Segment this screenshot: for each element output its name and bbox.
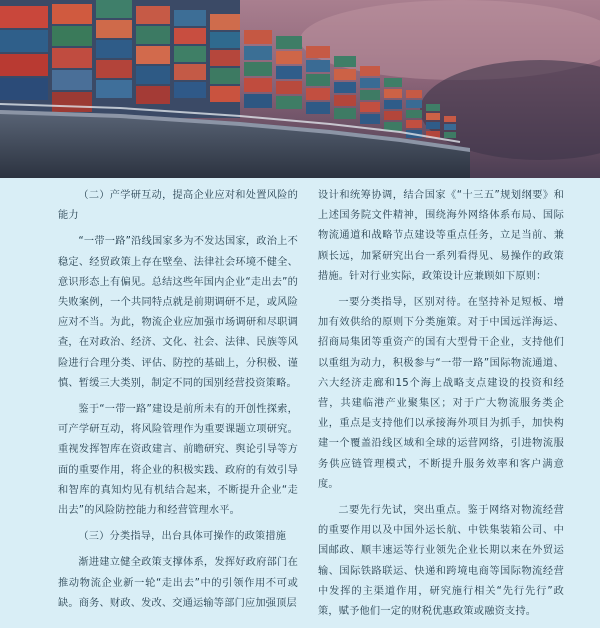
right-text-column (318, 186, 564, 628)
container-ship-illustration (0, 0, 600, 178)
paragraph-continued: 设计和统筹协调，结合国家《“十三五”规划纲要》和上述国务院文件精神，围绕海外网络体系布局、国际物流通道和战略节点建设等重点任务，立足当前、兼顾长远，加紧研究出台一系列看得见、易操作的政策措施。针对行业实际，政策设计应兼顾如下原则： (318, 190, 564, 282)
paragraph: 一要分类指导，区别对待。在坚持补足短板、增加有效供给的原则下分类施策。对于中国远洋海运、招商局集团等重资产的国有大型骨干企业，支持他们以重组为动力，积极参与“一带一路”国际物流通道、六大经济走廊和15个海上战略支点建设的投资和经营，共建临港产业聚集区；对于广大物流服务类企业，重点是支持他们以承接海外项目为抓手，加快构建一个覆盖沿线区域和全球的运营网络，引进物流服务供应链管理模式，不断提升服务效率和客户满意度。 (318, 297, 564, 490)
section-heading-3: （三）分类指导，出台具体可操作的政策措施 (78, 531, 287, 543)
paragraph: 二要先行先试，突出重点。鉴于网络对物流经营的重要作用以及中国外运长航、中铁集装箱公司、中国邮政、顺丰速运等行业领先企业长期以来在外贸运输、国际铁路联运、快递和跨境电商等国际物流经营中发挥的主渠道作用，研究施行相关“先行先行”政策，赋予他们一定的财税优惠政策或融资支持。 (318, 505, 564, 618)
left-text-column (58, 186, 298, 620)
paragraph: 渐进建立健全政策支撑体系，发挥好政府部门在推动物流企业新一轮“走出去”中的引领作用不可或缺。商务、财政、发改、交通运输等部门应加强顶层 (58, 557, 298, 609)
paragraph: “一带一路”沿线国家多为不发达国家，政治上不稳定、经贸政策上存在壁垒、法律社会环境不健全、意识形态上有偏见。总结这些年国内企业“走出去”的失败案例，一个共同特点就是前期调研不足，或风险应对不当。为此，物流企业应加强市场调研和尽职调查，在对政治、经济、文化、社会、法律、民族等风险进行合理分类、评估、防控的基础上，分积极、谨慎、暂缓三大类别，制定不同的国别经营投资策略。 (58, 236, 298, 389)
hero-image-container-ship (0, 0, 600, 178)
section-heading-2: （二）产学研互动，提高企业应对和处置风险的能力 (58, 190, 298, 222)
paragraph: 鉴于“一带一路”建设是前所未有的开创性探索，可产学研互动，将风险管理作为重要课题立项研究。重视发挥智库在资政建言、前瞻研究、舆论引导等方面的重要作用，将企业的积极实践、政府的有效引导和智库的真知灼见有机结合起来，不断提升企业“走出去”的风险防控能力和经营管理水平。 (58, 404, 298, 517)
